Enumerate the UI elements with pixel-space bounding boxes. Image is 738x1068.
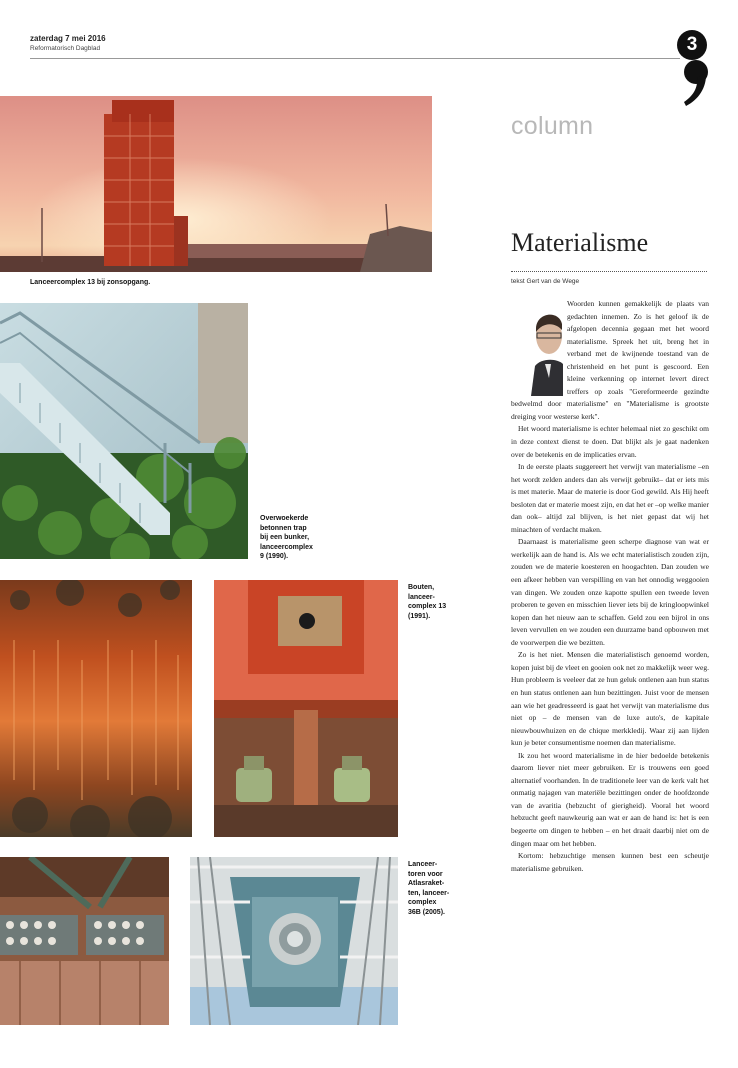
caption-stairs-line: betonnen trap [260, 524, 307, 532]
article-paragraph: Daarnaast is materialisme geen scherpe diagnose van wat er werkelijk aan de hand is. Als we echt materialistisch zouden zijn, zouden we de materie koesteren en hoogachten. Dan zouden we een afkeer hebben van verspilling en van het onnodig weggooien van dingen. We zouden onze kapotte spullen een tweede leven proberen te geven en misschien liever iets bij de kringloopwinkel kopen dan het nieuw aan te schaffen. Geld zou een bijrol in ons leven vervullen en we zouden een duurzame band opbouwen met de voorwerpen die we bezitten. [511, 537, 709, 647]
caption-stairs [260, 514, 313, 562]
caption-stairs-line: bij een bunker, [260, 534, 310, 542]
caption-bolts-line: (1991). [408, 612, 431, 620]
photo-control-panel [0, 857, 169, 1025]
caption-towers-line: 36B (2005). [408, 908, 445, 916]
caption-bolts [408, 583, 446, 621]
caption-towers-line: toren voor [408, 870, 443, 878]
caption-towers [408, 860, 449, 918]
article-paragraph: Woorden kunnen gemakkelijk de plaats van gedachten innemen. Zo is het geloof ik de afgelopen decennia gegaan met het woord materialisme. Spreek het uit, breng het in verband met de kwijnende toestand van de christenheid en het punt is gescoord. Een kleine verkenning op internet levert direct treffers op zoals "Gereformeerde gezindte bedwelmd door materialisme" en "Materialisme is grootste dreiging voor westerse kerk". [511, 299, 709, 421]
page-comma-logo [680, 52, 710, 108]
caption-stairs-line: 9 (1990). [260, 553, 289, 561]
photo-launch-tower-upward [190, 857, 398, 1025]
caption-bolts-line: lanceer- [408, 593, 435, 601]
section-label: column [511, 112, 594, 140]
caption-bolts-line: complex 13 [408, 603, 447, 611]
issue-date: zaterdag 7 mei 2016 [30, 34, 106, 43]
caption-stairs-line: Overwoekerde [260, 515, 309, 522]
caption-launch-complex: Lanceercomplex 13 bij zonsopgang. [30, 279, 151, 286]
article-paragraph: Zo is het niet. Mensen die materialistisch genoemd worden, kopen juist bij de vleet en gooien ook net zo makkelijk weer weg. Hun probleem is veeleer dat ze hun geluk ontlenen aan hun status en hun status ontlenen aan hun bezittingen. Juist voor de mensen aan wie het geadresseerd is gaat het verwijt van materialisme dus niet op – de mensen van de luxe auto's, de kapitale nieuwbouwhuizen en de chique merkkledij. Waar zij aan lijden kun je beter consumentisme noemen dan materialisme. [511, 650, 709, 748]
caption-bolts-line: Bouten, [408, 584, 435, 591]
caption-towers-line: complex [408, 899, 437, 907]
portrait-space [511, 298, 567, 396]
page-number-badge: 3 [677, 30, 707, 60]
caption-stairs-line: lanceercomplex [260, 543, 313, 551]
caption-towers-line: ten, lanceer- [408, 889, 450, 897]
article-byline: tekst Gert van de Wege [511, 278, 580, 285]
caption-towers-line: Atlasraket- [408, 880, 445, 888]
caption-towers-line: Lanceer- [408, 861, 438, 868]
headline-rule [511, 271, 707, 272]
photo-launch-complex-sunrise [0, 96, 432, 272]
article-paragraph: In de eerste plaats suggereert het verwijt van materialisme –en het wordt zelden anders dan als verwijt gebruikt– dat er iets mis is met materie. Maar de materie is door God gewild. Als Hij heeft besloten dat er materie moest zijn, en dat het er –op welke manier dan ook– altijd zal blijven, is het niet gepast dat wij het minachten of verdacht maken. [511, 462, 709, 534]
photo-bolts [214, 580, 398, 837]
photo-rusted-wall [0, 580, 192, 837]
article-headline: Materialisme [511, 228, 649, 257]
newspaper-name: Reformatorisch Dagblad [30, 45, 101, 52]
article-paragraph: Het woord materialisme is echter helemaal niet zo geschikt om in deze context dienst te doen. Dat blijkt als je gaat nadenken over de betekenis en de implicaties ervan. [511, 424, 709, 459]
header-rule [30, 58, 680, 59]
article-body [511, 298, 709, 875]
photo-overgrown-stairs [0, 303, 248, 559]
article-paragraph: Kortom: hebzuchtige mensen kunnen best een scheutje materialisme gebruiken. [511, 851, 709, 873]
article-paragraph: Ik zou het woord materialisme in de hier bedoelde betekenis daarom liever niet meer gebruiken. Er is trouwens een goed alternatief voorhanden. In de traditionele leer van de kerk valt het onmatig najagen van materiële bezittingen onder de hoofdzonde van de avaritia (hebzucht of gierigheid). Vooral het woord hebzucht geeft nauwkeurig aan wat er aan de hand is: het is een begeerte om dingen te hebben – en het draait daarbij niet om de dingen maar om het hebben. [511, 750, 709, 848]
